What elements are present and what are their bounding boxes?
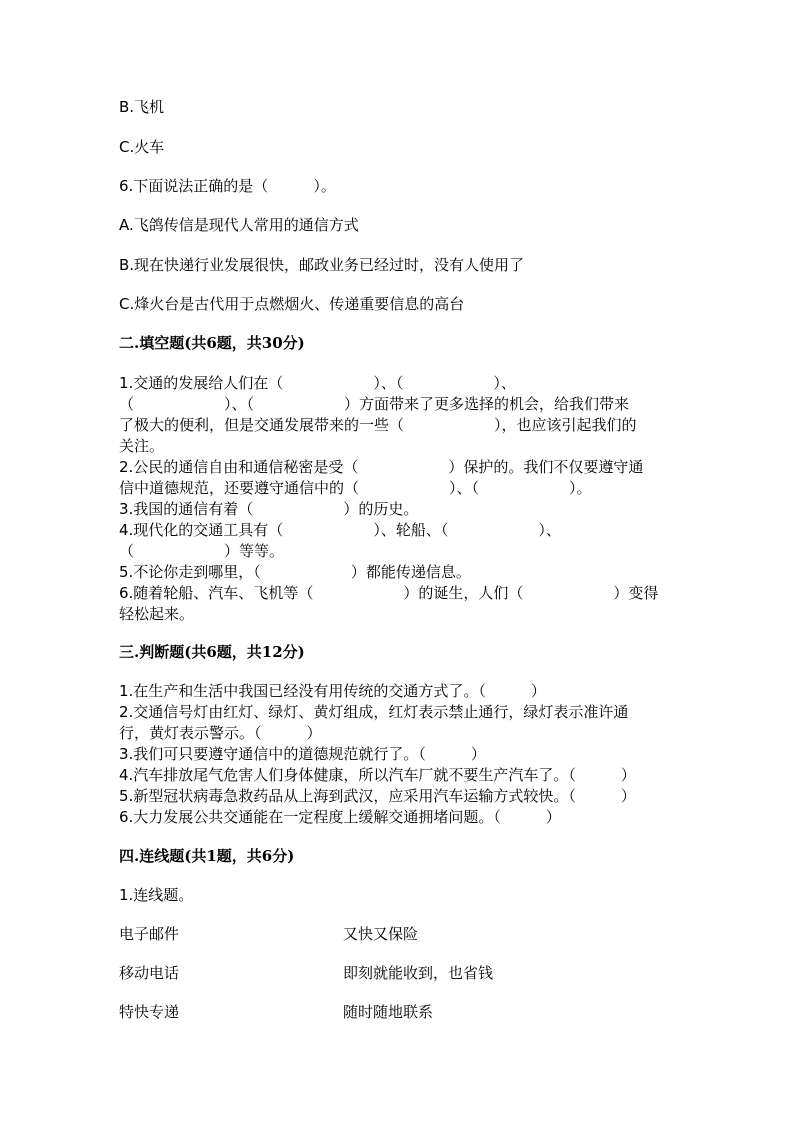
text-line: （ ）等等。 [119,542,285,560]
section-heading: 四.连线题(共1题，共6分) [119,847,295,865]
match-left-item: 移动电话 [119,964,180,982]
text-line: 了极大的便利，但是交通发展带来的一些（ ），也应该引起我们的 [119,416,637,434]
option-b: B.飞机 [119,98,165,116]
text-line: 关注。 [119,437,165,455]
text-line: 1.交通的发展给人们在（ ）、（ ）、 [119,374,516,392]
text-line: 1.在生产和生活中我国已经没有用传统的交通方式了。（ ） [119,682,546,700]
text-line: 5.不论你走到哪里，（ ）都能传递信息。 [119,563,471,581]
option-c: C.烽火台是古代用于点燃烟火、传递重要信息的高台 [119,295,465,313]
text-line: 2.公民的通信自由和通信秘密是受（ ）保护的。我们不仅要遵守通 [119,458,644,476]
option-c: C.火车 [119,138,165,156]
text-line: （ ）、（ ）方面带来了更多选择的机会，给我们带来 [119,395,630,413]
match-left-item: 电子邮件 [119,925,180,943]
text-line: 3.我们可只要遵守通信中的道德规范就行了。（ ） [119,745,486,763]
text-line: 行，黄灯表示警示。（ ） [119,724,322,742]
match-right-item: 随时随地联系 [343,1003,434,1021]
section-heading: 二.填空题(共6题，共30分) [119,334,305,352]
text-line: 2.交通信号灯由红灯、绿灯、黄灯组成，红灯表示禁止通行，绿灯表示准许通 [119,703,629,721]
text-line: 轻松起来。 [119,605,195,623]
match-right-item: 即刻就能收到，也省钱 [343,964,494,982]
text-line: 5.新型冠状病毒急救药品从上海到武汉，应采用汽车运输方式较快。（ ） [119,787,636,805]
question-stem: 1.连线题。 [119,886,194,904]
question-stem: 6.下面说法正确的是（ ）。 [119,177,336,195]
match-right-item: 又快又保险 [343,925,419,943]
text-line: 4.汽车排放尾气危害人们身体健康，所以汽车厂就不要生产汽车了。（ ） [119,766,636,784]
text-line: 3.我国的通信有着（ ）的历史。 [119,500,419,518]
section-heading: 三.判断题(共6题，共12分) [119,643,305,661]
text-line: 信中道德规范，还要遵守通信中的（ ）、（ ）。 [119,479,592,497]
match-left-item: 特快专递 [119,1003,180,1021]
text-line: 6.大力发展公共交通能在一定程度上缓解交通拥堵问题。（ ） [119,808,561,826]
option-a: A.飞鸽传信是现代人常用的通信方式 [119,216,359,234]
text-line: 4.现代化的交通工具有（ ）、轮船、（ ）、 [119,521,561,539]
text-line: 6.随着轮船、汽车、飞机等（ ）的诞生，人们（ ）变得 [119,584,659,602]
option-b: B.现在快递行业发展很快，邮政业务已经过时，没有人使用了 [119,256,525,274]
